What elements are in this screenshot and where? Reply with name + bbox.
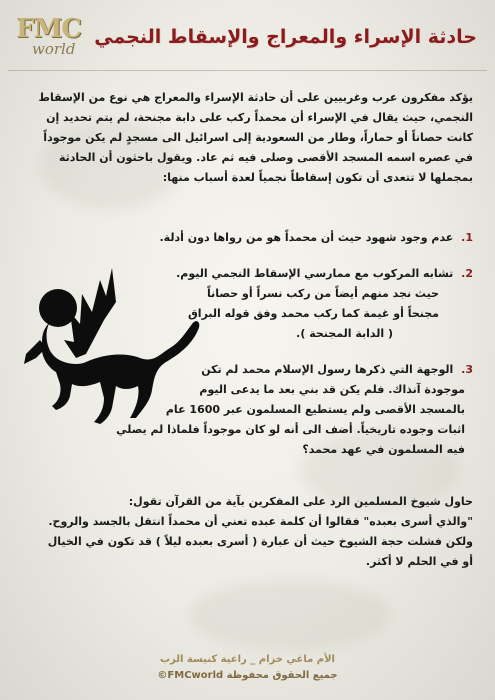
intro-line: بمجملها لا تتعدى أن تكون إسقاطاً نجمياً لعدة أسباب منها: — [162, 171, 473, 184]
closing-paragraph — [21, 492, 473, 572]
intro-line: كانت حصاناً أو حماراً، وطار من السعودية إلى اسرائيل الى مسجدٍ لم يكن موجوداً — [43, 131, 473, 144]
page-title: حادثة الإسراء والمعراج والإسقاط النجمي — [94, 26, 477, 48]
footer — [0, 652, 495, 684]
closing-line: حاول شيوخ المسلمين الرد على المفكرين بآية من القرآن تقول: — [128, 495, 473, 508]
list-item-line: اثبات وجوده تاريخياً. أضف الى أنه لو كان موجوداً فلماذا لم يصلي — [116, 423, 465, 436]
list-item-line: حيث نجد منهم أيضاً من ركب نسراً أو حصاناً — [207, 287, 439, 300]
footer-copyright: جميع الحقوق محفوظة FMCworld© — [157, 670, 338, 681]
list-item-line — [21, 264, 473, 284]
header-divider — [8, 70, 487, 71]
intro-line: يؤكد مفكرون عرب وغربيين على أن حادثة الإسراء والمعراج هي نوع من الإسقاط — [38, 91, 473, 104]
list-item-line: مجنحاً أو غيمة كما ركب محمد وفق قوله البراق — [187, 307, 439, 320]
closing-line: "والذي أسرى بعبده" فقالوا أن كلمة عبده تعني أن محمداً انتقل بالجسد والروح. — [48, 515, 473, 528]
list-number: 1. — [461, 231, 473, 244]
footer-author: الأم ماغي خزام _ راعية كنيسة الرب — [159, 654, 335, 665]
list-item-line: فيه المسلمون في عهد محمد؟ — [302, 443, 465, 456]
intro-line: النجمي، حيث يقال في الإسراء أن محمداً ركب على دابة مجنحة، لم يتم تحديد إن — [46, 111, 473, 124]
list-item — [21, 360, 473, 460]
list-text: تشابه المركوب مع ممارسي الإسقاط النجمي اليوم. — [176, 267, 454, 280]
list-item-line — [21, 360, 473, 380]
list-number: 3. — [461, 363, 473, 376]
list-item — [21, 264, 473, 344]
list-text: الوجهة التي ذكرها رسول الإسلام محمد لم تكن — [201, 363, 454, 376]
fmc-world-logo — [12, 14, 92, 68]
list-item-line: موجودة آنذاك. فلم يكن قد بني بعد ما يدعى اليوم — [199, 383, 465, 396]
logo-world-text: world — [32, 40, 76, 58]
closing-line: أو في الحلم لا أكثر. — [365, 555, 473, 568]
intro-paragraph — [21, 88, 473, 188]
list-number: 2. — [461, 267, 473, 280]
closing-line: ولكن فشلت حجة الشيوخ حيث أن عبارة ( أسرى بعبده ليلاً ) قد تكون في الخيال — [47, 535, 473, 548]
logo-fmc-text: FMC — [16, 14, 81, 44]
header — [8, 8, 487, 70]
list-text: عدم وجود شهود حيث أن محمداً هو من رواها دون أدلة. — [159, 231, 454, 244]
paper-stain — [190, 580, 390, 650]
intro-line: في عصره اسمه المسجد الأقصى وصلى فيه ثم عاد. ويقول باحثون أن الحادثة — [58, 151, 473, 164]
list-item-line: ( الدابة المجنحة ). — [296, 327, 393, 340]
list-item-line — [21, 228, 473, 248]
list-item-line: بالمسجد الأقصى ولم يستطيع المسلمون عبر 1600 عام — [165, 403, 465, 416]
list-item — [21, 228, 473, 248]
reasons-list — [21, 228, 473, 476]
